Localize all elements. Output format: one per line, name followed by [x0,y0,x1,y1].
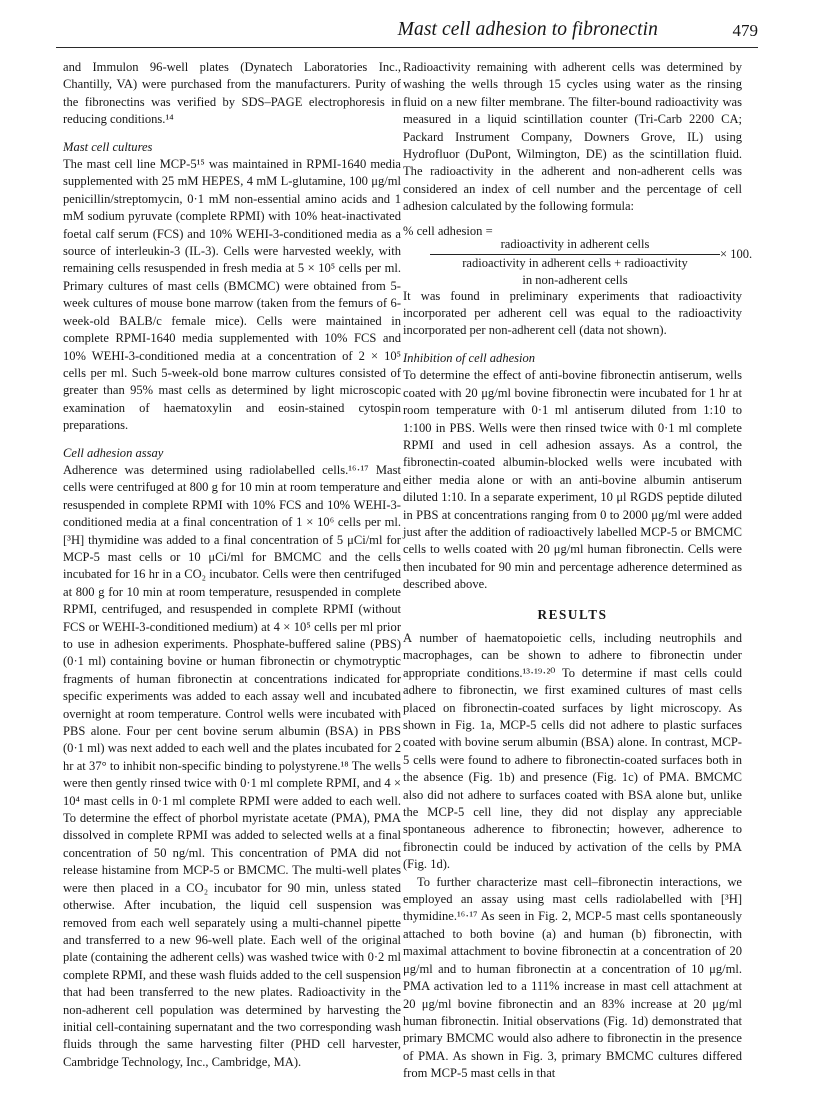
formula-denominator-line2: in non-adherent cells [522,272,628,287]
section-heading-mast-cell-cultures: Mast cell cultures [63,139,153,154]
continued-paragraph: Radioactivity remaining with adherent cells was determined by washing the wells through 15 cycles using water as the rinsing fluid on a new filter membrane. The filter-bound radioactivity was measured in a liquid scintillation counter (Tri-Carb 2200 CA; Packard Instrument Company, Downers Grove, IL) using Hydrofluor (DuPont, Wilmington, DE) as the scintillation fluid. The radioactivity in the adherent and non-adherent cells was considered an index of cell number and the percentage of cell adhesion calculated by the following formula: [403,60,742,214]
running-header [56,17,758,48]
results-paragraph-1: A number of haematopoietic cells, including neutrophils and macrophages, can be shown to adhere to fibronectin under appropriate conditions.¹³·¹⁹·²⁰ To determine if mast cells could adhere to fibronectin, we first examined cultures of mast cells placed on fibronectin-coated surfaces by light microscopy. As shown in Fig. 1a, MCP-5 cells did not adhere to plastic surfaces coated with bovine serum albumin (BSA) alone. In contrast, MCP-5 cells were found to adhere to fibronectin-coated surfaces both in the absence (Fig. 1b) and presence (Fig. 1c) of PMA. BMCMC also did not adhere to surfaces coated with BSA alone but, unlike the MCP-5 cell line, they did not display any appreciable spontaneous adherence to fibronectin; however, adherence to fibronectin could be induced by activation of the cells by PMA (Fig. 1d). [403,630,742,872]
formula-denominator-line1: radioactivity in adherent cells + radioactivity [462,255,688,270]
intro-paragraph: and Immulon 96-well plates (Dynatech Laboratories Inc., Chantilly, VA) were purchased from the manufacturers. Purity of the fibronectins was verified by SDS–PAGE electrophoresis in reducing conditions.¹⁴ [63,60,401,127]
formula-numerator: radioactivity in adherent cells [500,236,650,251]
mast-cell-cultures-text: The mast cell line MCP-5¹⁵ was maintained in RPMI-1640 media supplemented with 25 mM HEPES, 4 mM L-glutamine, 100 μg/ml penicillin/streptomycin, 0·1 mM non-essential amino acids and 1 mM sodium pyruvate (complete RPMI) with 10% heat-inactivated foetal calf serum (FCS) and 10% WEHI-3-conditioned media as a source of interleukin-3 (IL-3). Cells were harvested weekly, with remaining cells resuspended in fresh media at 5 × 10⁵ cells per ml. Primary cultures of mast cells (BMCMC) were obtained from 5-week cultures of mouse bone marrow (taken from the femurs of 6-week-old BALB/c female mice). Cells were maintained in complete RPMI-1640 media supplemented with 10% FCS and 10% WEHI-3-conditioned media at a concentration of 2 × 10⁵ cells per ml. Such 5-week-old bone marrow cultures consisted of greater than 95% mast cells as determined by light microscopic examination of haematoxylin and eosin-stained cytospin preparations. [63,157,401,433]
inhibition-text: To determine the effect of anti-bovine fibronectin antiserum, wells coated with 20 μg/ml bovine fibronectin were incubated for 1 hr at room temperature with 0·1 ml antiserum diluted from 1:10 to 1:100 in PBS. Wells were then rinsed twice with 0·1 ml complete RPMI and used in cell adhesion assays. As a control, the fibronectin-coated albumin-blocked wells were incubated with either media alone or with an anti-bovine albumin antiserum diluted 1:10. In a separate experiment, 10 μl RGDS peptide diluted in PBS at concentrations ranging from 0 to 2000 μg/ml were added just after the addition of radioactively labelled MCP-5 or BMCMC cells to wells coated with 20 μg/ml human fibronectin. Cells were then incubated for 90 min and percentage adherence determined as described above. [403,368,742,592]
right-column [403,59,753,1083]
adhesion-formula [403,223,753,287]
after-formula-text: It was found in preliminary experiments that radioactivity incorporated per adherent cell was equal to the radioactivity incorporated per non-adherent cell (data not shown). [403,288,742,338]
results-paragraph-2: To further characterize mast cell–fibronectin interactions, we employed an assay using mast cells radiolabelled with [³H] thymidine.¹⁶·¹⁷ As seen in Fig. 2, MCP-5 mast cells spontaneously attached to both bovine (a) and human (b) fibronectin, with maximal attachment to bovine fibronectin at a concentration of 20 μg/ml and to human fibronectin at a concentration of 10 μg/ml. PMA activation led to a 111% increase in mast cell attachment at 20 μg/ml bovine fibronectin and an 83% increase at 20 μg/ml human fibronectin. Initial observations (Fig. 1d) demonstrated that primary BMCMC would also adhere to fibronectin in the presence of PMA. As shown in Fig. 3, primary BMCMC cultures differed from MCP-5 mast cells in that [403,874,742,1081]
page-number: 479 [732,21,758,40]
running-title: Mast cell adhesion to fibronectin [397,19,658,40]
formula-multiplier: × 100. [720,246,753,261]
section-heading-inhibition: Inhibition of cell adhesion [403,350,536,365]
section-heading-cell-adhesion-assay: Cell adhesion assay [63,445,164,460]
cell-adhesion-assay-text: Adherence was determined using radiolabelled cells.¹⁶·¹⁷ Mast cells were centrifuged at 800 g for 10 min at room temperature and resuspended in complete RPMI with 10% FCS and 10% WEHI-3-conditioned media at a final concentration of 1 × 10⁶ cells per ml. [³H] thymidine was added to a final concentration of 5 μCi/ml for MCP-5 mast cells or 10 μCi/ml for BMCMC and the cells incubated for 16 hr in a CO₂ incubator. Cells were then centrifuged at 800 g for 10 min at room temperature, resuspended in complete RPMI, centrifuged, and resuspended in complete RPMI (without FCS or WEHI-3-conditioned medium) at 4 × 10⁵ cells per ml prior to use in adhesion experiments. Phosphate-buffered saline (PBS) (0·1 ml) containing bovine or human fibronectin or chymotryptic fragments of human fibronectin at concentrations indicated for specific experiments was added to each assay well and incubated overnight at room temperature. Control wells were incubated with PBS alone. Four per cent bovine serum albumin (BSA) in PBS (0·1 ml) was next added to each well and the plates incubated for 2 hr at 37° to inhibit non-specific binding to polystyrene.¹⁸ The wells were then gently rinsed twice with 0·1 ml complete RPMI, and 4 × 10⁴ mast cells in 0·1 ml complete RPMI were added to each well. To determine the effect of phorbol myristate acetate (PMA), PMA dissolved in complete RPMI was added to selected wells at a final concentration of 50 ng/ml. This concentration of PMA did not release histamine from MCP-5 or BMCMC. The multi-well plates were then placed in a CO₂ incubator for 90 min, unless stated otherwise. After incubation, the liquid cell suspension was removed from each well separately using a multi-channel pipette and transferred to a new 96-well plate. Each well of the original plate (containing the adherent cells) was washed twice with 0·2 ml complete RPMI, and these wash fluids added to the cell suspension that had been transferred to the new plates. Radioactivity in the non-adherent cell population was determined by harvesting the initial cell-containing supernatant and the two corresponding wash fluids through the same harvesting filter (PHD cell harvester, Cambridge Technology, Inc., Cambridge, MA). [63,462,401,1069]
formula-lhs: % cell adhesion = [403,223,493,238]
left-column [63,59,401,1071]
results-heading: RESULTS [537,606,608,622]
